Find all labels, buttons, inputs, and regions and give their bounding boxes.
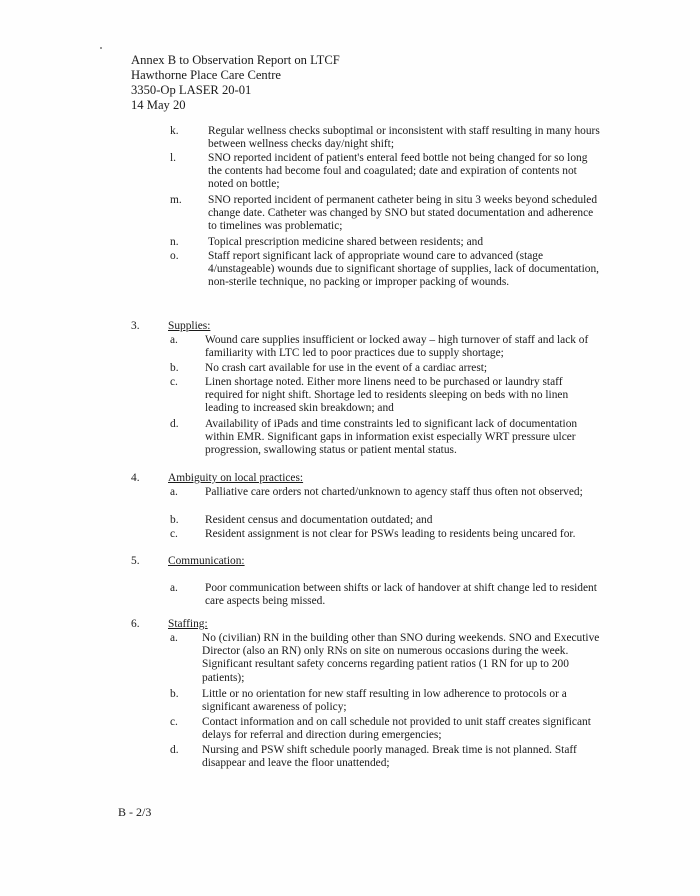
scan-speck: [100, 47, 102, 49]
item-letter: b.: [170, 688, 179, 700]
section-title: Staffing:: [168, 618, 208, 630]
item-letter: a.: [170, 632, 178, 644]
page-number: B - 2/3: [118, 805, 152, 819]
list-item-text: Staff report significant lack of appropriate wound care to advanced (stage 4/unstageable) wounds due to significant shortage of supplies, lack of documentation, non-sterile technique, no packing or improper packing of wounds.: [208, 250, 599, 289]
list-item-text: No (civilian) RN in the building other than SNO during weekends. SNO and Executive Director (also an RN) only RNs on site on numerous occasions during the week. Significant resultant safety concerns regarding patient ratios (1 RN for up to 200 patients);: [202, 632, 600, 684]
header-facility: Hawthorne Place Care Centre: [131, 68, 282, 82]
list-item-text: No crash cart available for use in the event of a cardiac arrest;: [205, 362, 488, 374]
section-number: 3.: [131, 320, 140, 332]
annex-header: [131, 53, 340, 113]
item-letter: a.: [170, 486, 178, 498]
header-operation: 3350-Op LASER 20-01: [131, 83, 252, 97]
item-letter: d.: [170, 418, 179, 430]
list-item-text: Contact information and on call schedule not provided to unit staff creates significant delays for referral and direction during emergencies;: [202, 716, 591, 742]
list-item-text: Nursing and PSW shift schedule poorly managed. Break time is not planned. Staff disappear and leave the floor unattended;: [202, 744, 577, 770]
list-item-text: Linen shortage noted. Either more linens need to be purchased or laundry staff required for night shift. Shortage led to residents sleeping on beds with no linen leading to increased skin breakdown; and: [205, 376, 569, 415]
item-letter: c.: [170, 528, 178, 540]
item-letter: a.: [170, 334, 178, 346]
header-title: Annex B to Observation Report on LTCF: [131, 53, 340, 67]
item-letter: c.: [170, 716, 178, 728]
section-title: Communication:: [168, 555, 245, 567]
section-title: Supplies:: [168, 320, 211, 332]
list-item-text: SNO reported incident of permanent catheter being in situ 3 weeks beyond scheduled change date. Catheter was changed by SNO but stated documentation and adherence to timelines was problematic;: [208, 194, 598, 233]
item-letter: l.: [170, 152, 177, 164]
list-item-text: Palliative care orders not charted/unknown to agency staff thus often not observed;: [205, 486, 583, 498]
item-letter: m.: [170, 194, 182, 206]
item-letter: k.: [170, 125, 179, 137]
section-title: Ambiguity on local practices:: [168, 472, 304, 484]
item-letter: n.: [170, 236, 179, 248]
item-letter: b.: [170, 362, 179, 374]
list-item-text: Resident census and documentation outdated; and: [205, 514, 433, 526]
list-item-text: SNO reported incident of patient's enteral feed bottle not being changed for so long the contents had become foul and coagulated; date and expiration of contents not noted on bottle;: [208, 152, 588, 191]
list-item-text: Topical prescription medicine shared between residents; and: [208, 236, 484, 248]
list-item-text: Poor communication between shifts or lack of handover at shift change led to resident care aspects being missed.: [205, 582, 597, 608]
section-number: 6.: [131, 618, 140, 630]
list-item-text: Little or no orientation for new staff resulting in low adherence to protocols or a significant awareness of policy;: [202, 688, 567, 714]
list-item-text: Wound care supplies insufficient or locked away – high turnover of staff and lack of familiarity with LTC led to poor practices due to supply shortage;: [205, 334, 589, 360]
header-date: 14 May 20: [131, 98, 186, 112]
section-number: 4.: [131, 472, 140, 484]
item-letter: a.: [170, 582, 178, 594]
item-letter: o.: [170, 250, 179, 262]
section-number: 5.: [131, 555, 140, 567]
item-letter: b.: [170, 514, 179, 526]
item-letter: d.: [170, 744, 179, 756]
list-item-text: Availability of iPads and time constraints led to significant lack of documentation within EMR. Significant gaps in information exist especially WRT pressure ulcer progression, swallowing status or patient mental status.: [205, 418, 578, 457]
list-item-text: Resident assignment is not clear for PSWs leading to residents being uncared for.: [205, 528, 576, 540]
list-item-text: Regular wellness checks suboptimal or inconsistent with staff resulting in many hours between wellness checks day/night shift;: [208, 125, 600, 151]
item-letter: c.: [170, 376, 178, 388]
